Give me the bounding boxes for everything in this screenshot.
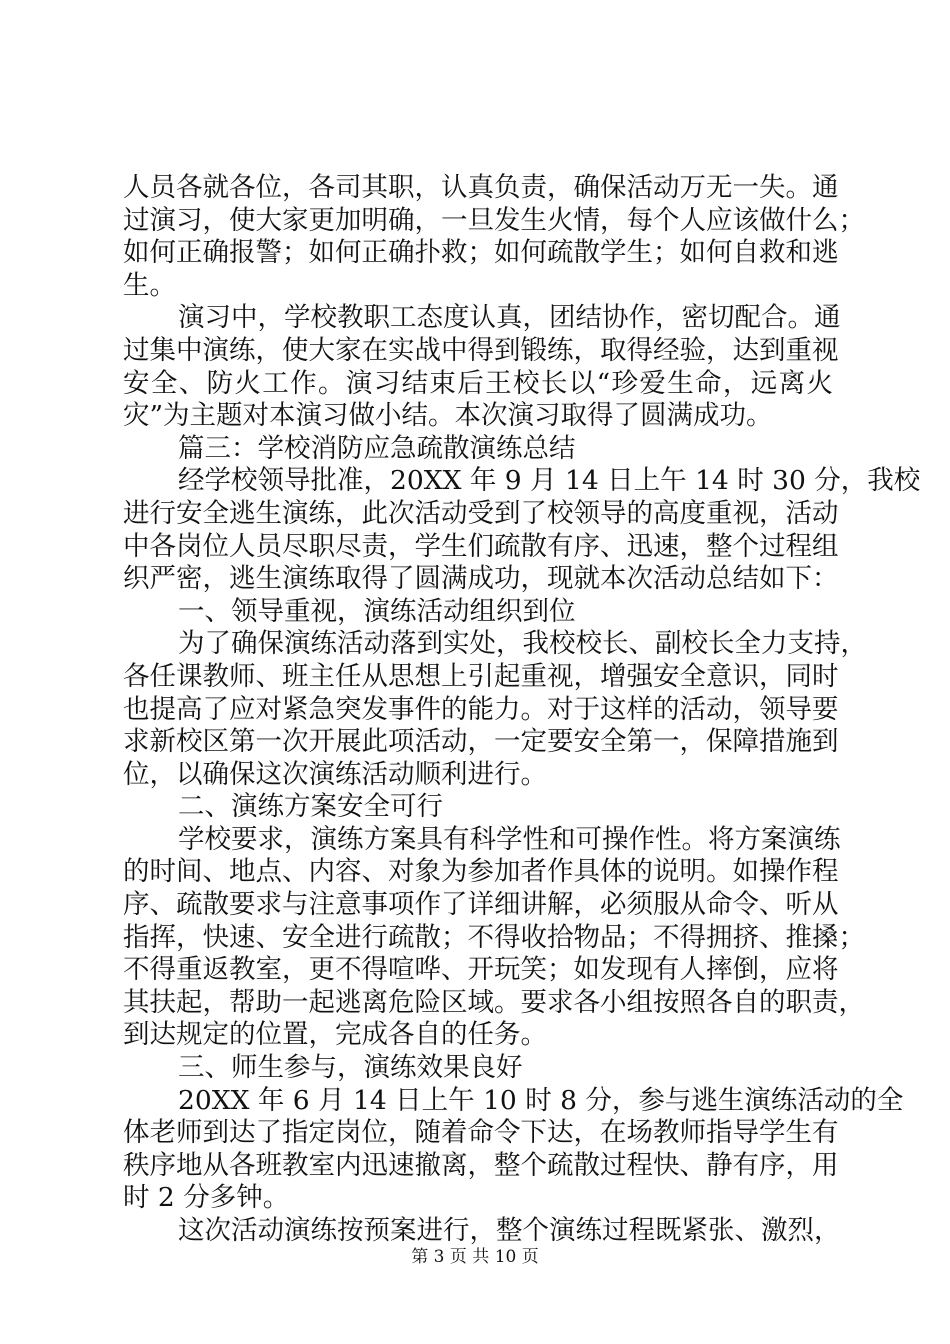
- text-line: 20XX 年 6 月 14 日上午 10 时 8 分，参与逃生演练活动的全: [178, 1084, 904, 1116]
- text-line: 位，以确保这次演练活动顺利进行。: [123, 758, 547, 790]
- text-line: 这次活动演练按预案进行，整个演练过程既紧张、激烈，: [178, 1215, 841, 1246]
- text-line: 体老师到达了指定岗位，随着命令下达，在场教师指导学生有: [123, 1117, 839, 1149]
- text-line: 其扶起，帮助一起逃离危险区域。要求各小组按照各自的职责，: [123, 986, 865, 1018]
- text-line: 篇三：学校消防应急疏散演练总结: [178, 432, 576, 464]
- text-line: 灾”为主题对本演习做小结。本次演习取得了圆满成功。: [123, 400, 773, 432]
- text-line: 序、疏散要求与注意事项作了详细讲解，必须服从命令、听从: [123, 889, 839, 921]
- text-line: 生。: [123, 269, 176, 301]
- text-line: 不得重返教室，更不得喧哗、开玩笑；如发现有人摔倒，应将: [123, 954, 839, 986]
- text-line: 人员各就各位，各司其职，认真负责，确保活动万无一失。通: [123, 172, 839, 203]
- text-line: 演习中，学校教职工态度认真，团结协作，密切配合。通: [178, 302, 841, 334]
- text-line: 的时间、地点、内容、对象为参加者作具体的说明。如操作程: [123, 856, 839, 888]
- text-line: 各任课教师、班主任从思想上引起重视，增强安全意识，同时: [123, 660, 839, 692]
- text-line: 秩序地从各班教室内迅速撤离，整个疏散过程快、静有序，用: [123, 1149, 839, 1181]
- text-line: 到达规定的位置，完成各自的任务。: [123, 1019, 547, 1051]
- text-line: 也提高了应对紧急突发事件的能力。对于这样的活动，领导要: [123, 693, 839, 725]
- text-line: 过集中演练，使大家在实战中得到锻练，取得经验，达到重视: [123, 334, 839, 366]
- text-line: 学校要求，演练方案具有科学性和可操作性。将方案演练: [178, 823, 841, 855]
- text-line: 安全、防火工作。演习结束后王校长以“珍爱生命，远离火: [123, 367, 833, 399]
- text-line: 中各岗位人员尽职尽责，学生们疏散有序、迅速，整个过程组: [123, 530, 839, 562]
- text-line: 织严密，逃生演练取得了圆满成功，现就本次活动总结如下：: [123, 563, 839, 595]
- page-number-footer: 第 3 页 共 10 页: [411, 1247, 539, 1267]
- text-line: 过演习，使大家更加明确，一旦发生火情，每个人应该做什么；: [123, 204, 865, 236]
- text-line: 时 2 分多钟。: [123, 1182, 290, 1214]
- text-line: 求新校区第一次开展此项活动，一定要安全第一，保障措施到: [123, 726, 839, 758]
- text-line: 进行安全逃生演练，此次活动受到了校领导的高度重视，活动: [123, 497, 839, 529]
- text-line: 指挥，快速、安全进行疏散；不得收拾物品；不得拥挤、推搡；: [123, 921, 865, 953]
- document-body: [123, 172, 921, 1248]
- text-line: 经学校领导批准，20XX 年 9 月 14 日上午 14 时 30 分，我校: [178, 465, 921, 497]
- text-line: 为了确保演练活动落到实处，我校校长、副校长全力支持，: [178, 628, 867, 660]
- text-line: 二、演练方案安全可行: [178, 791, 443, 823]
- text-line: 如何正确报警；如何正确扑救；如何疏散学生；如何自救和逃: [123, 237, 839, 269]
- text-line: 一、领导重视，演练活动组织到位: [178, 595, 576, 627]
- text-line: 三、师生参与，演练效果良好: [178, 1052, 523, 1084]
